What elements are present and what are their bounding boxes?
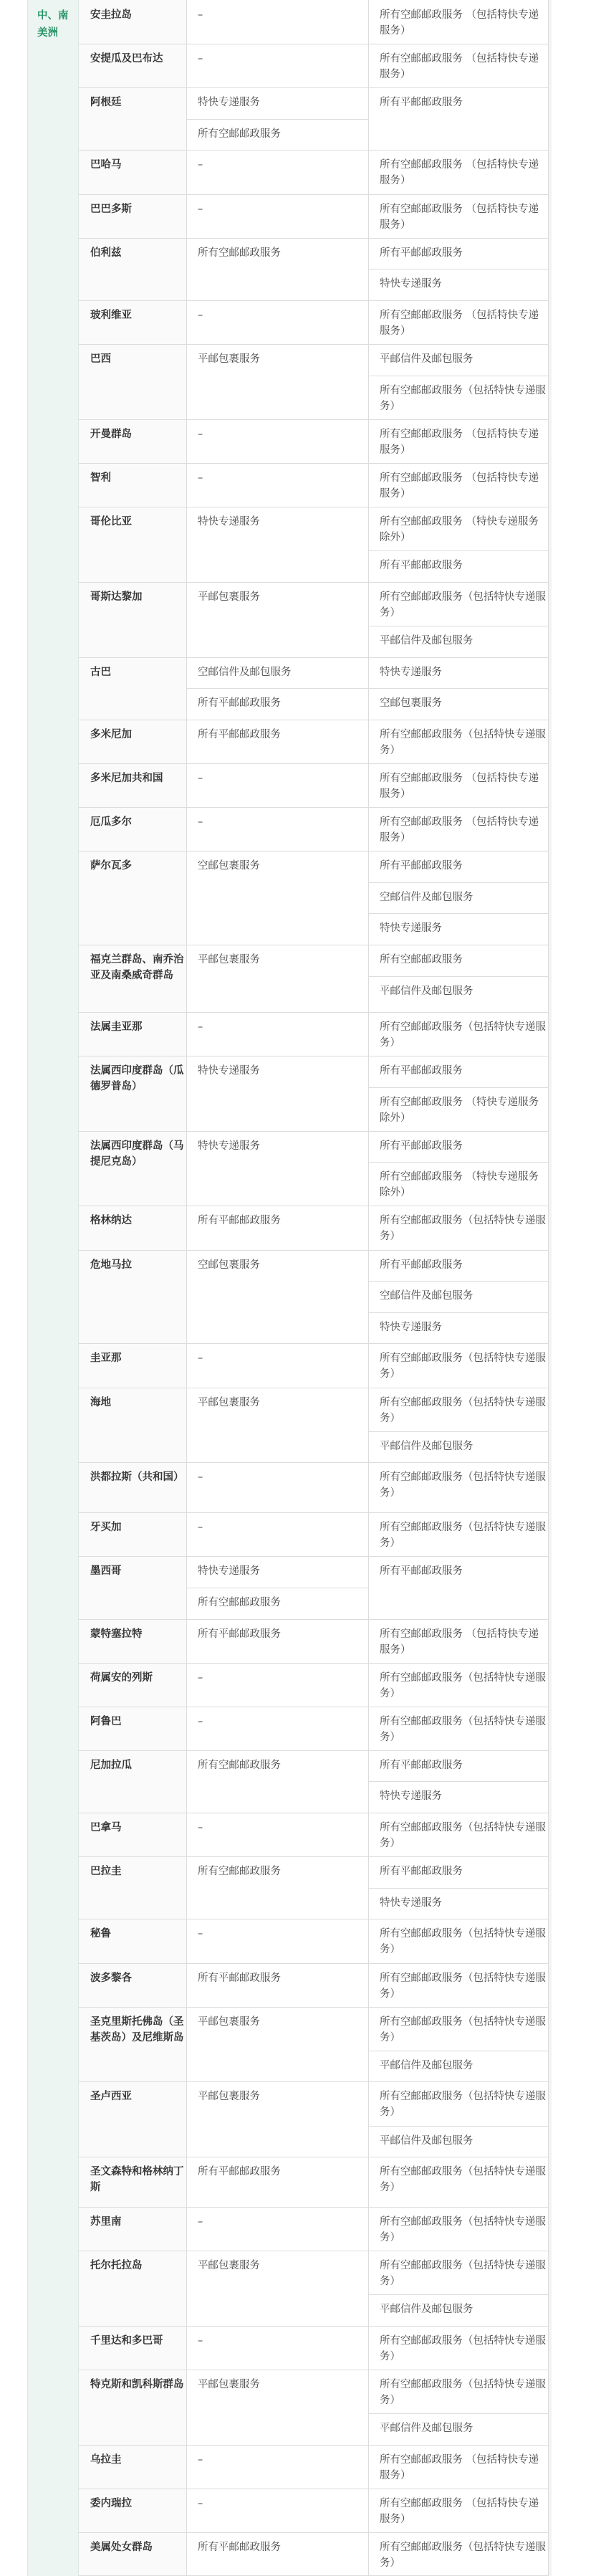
sub-row-divider bbox=[186, 688, 368, 689]
sub-row-divider bbox=[368, 976, 549, 977]
restricted-service: 所有空邮邮政服务 bbox=[198, 1866, 281, 1878]
available-service: 所有平邮邮政服务 bbox=[380, 247, 463, 259]
available-service: 平邮信件及邮包服务 bbox=[380, 353, 473, 366]
restricted-service: – bbox=[198, 2497, 203, 2509]
available-service: 所有空邮邮政服务（包括特快专递服务） bbox=[380, 2016, 546, 2043]
available-service: 所有空邮邮政服务（包括特快专递服务） bbox=[380, 1471, 546, 1499]
restricted-service: 特快专递服务 bbox=[198, 97, 260, 109]
sub-row-divider bbox=[368, 882, 549, 883]
country-name: 福克兰群岛、南乔治亚及南桑威奇群岛 bbox=[90, 954, 184, 982]
available-service: 所有空邮邮政服务 （包括特快专递服务） bbox=[380, 2497, 539, 2525]
row-divider bbox=[79, 300, 548, 301]
restricted-service: 所有空邮邮政服务 bbox=[198, 1596, 281, 1608]
country-name: 巴巴多斯 bbox=[90, 203, 132, 215]
available-service: 平邮信件及邮包服务 bbox=[380, 985, 473, 997]
restricted-service: – bbox=[198, 772, 203, 784]
available-service: 平邮信件及邮包服务 bbox=[380, 2134, 473, 2147]
available-service: 所有平邮邮政服务 bbox=[380, 860, 463, 872]
country-name: 洪都拉斯（共和国） bbox=[90, 1471, 184, 1484]
available-service: 所有空邮邮政服务（包括特快专递服务） bbox=[380, 1671, 546, 1699]
restricted-service: 特快专递服务 bbox=[198, 516, 260, 528]
available-service: 所有空邮邮政服务 （包括特快专递服务） bbox=[380, 816, 539, 844]
restricted-service: – bbox=[198, 1353, 203, 1365]
available-service: 所有空邮邮政服务（包括特快专递服务） bbox=[380, 1021, 546, 1049]
sub-row-divider bbox=[368, 1087, 549, 1088]
restricted-service: – bbox=[198, 428, 203, 440]
restricted-service: – bbox=[198, 1471, 203, 1484]
available-service: 所有空邮邮政服务（包括特快专递服务） bbox=[380, 1928, 546, 1956]
sub-row-divider bbox=[368, 1312, 549, 1313]
row-divider bbox=[79, 1750, 548, 1751]
restricted-service: 所有平邮邮政服务 bbox=[198, 2166, 281, 2178]
sub-row-divider bbox=[368, 1281, 549, 1282]
restricted-service: 空邮信件及邮包服务 bbox=[198, 666, 292, 678]
row-divider bbox=[79, 238, 548, 239]
row-divider bbox=[79, 150, 548, 151]
available-service: 平邮信件及邮包服务 bbox=[380, 1440, 473, 1452]
restricted-service: 特快专递服务 bbox=[198, 1140, 260, 1152]
restricted-service: 平邮包裹服务 bbox=[198, 353, 260, 366]
available-service: 所有空邮邮政服务 （包括特快专递服务） bbox=[380, 203, 539, 231]
sub-row-divider bbox=[368, 2126, 549, 2127]
country-name: 古巴 bbox=[90, 666, 111, 678]
row-divider bbox=[79, 807, 548, 808]
row-divider bbox=[79, 419, 548, 420]
country-name: 巴拉圭 bbox=[90, 1866, 122, 1878]
available-service: 平邮信件及邮包服务 bbox=[380, 2423, 473, 2435]
row-divider bbox=[79, 1250, 548, 1251]
country-name: 阿根廷 bbox=[90, 97, 122, 109]
row-divider bbox=[79, 1963, 548, 1964]
country-name: 萨尔瓦多 bbox=[90, 860, 132, 872]
available-service: 所有空邮邮政服务（包括特快专递服务） bbox=[380, 384, 546, 412]
restricted-service: – bbox=[198, 2334, 203, 2347]
service-table bbox=[79, 0, 549, 2576]
available-service: 所有平邮邮政服务 bbox=[380, 1064, 463, 1077]
country-name: 波多黎各 bbox=[90, 1972, 132, 1984]
country-name: 墨西哥 bbox=[90, 1565, 122, 1578]
available-service: 所有空邮邮政服务（包括特快专递服务） bbox=[380, 2091, 546, 2119]
country-name: 伯利兹 bbox=[90, 247, 122, 259]
country-name: 智利 bbox=[90, 472, 111, 484]
restricted-service: 所有空邮邮政服务 bbox=[198, 1759, 281, 1771]
restricted-service: 特快专递服务 bbox=[198, 1565, 260, 1578]
right-gutter bbox=[549, 0, 552, 2576]
country-name: 厄瓜多尔 bbox=[90, 816, 132, 828]
row-divider bbox=[79, 344, 548, 345]
available-service: 平邮信件及邮包服务 bbox=[380, 2059, 473, 2071]
available-service: 所有空邮邮政服务 （特快专递服务除外） bbox=[380, 1171, 539, 1199]
restricted-service: 所有平邮邮政服务 bbox=[198, 1972, 281, 1984]
region-cell bbox=[27, 0, 79, 2576]
country-name: 巴哈马 bbox=[90, 159, 122, 171]
country-name: 法属西印度群岛（瓜德罗普岛） bbox=[90, 1064, 184, 1092]
restricted-service: – bbox=[198, 2216, 203, 2228]
restricted-service: 特快专递服务 bbox=[198, 1064, 260, 1077]
available-service: 所有平邮邮政服务 bbox=[380, 97, 463, 109]
available-service: 所有空邮邮政服务（包括特快专递服务） bbox=[380, 1396, 546, 1424]
row-divider bbox=[79, 87, 548, 88]
available-service: 平邮信件及邮包服务 bbox=[380, 634, 473, 647]
row-divider bbox=[79, 2326, 548, 2327]
available-service: 所有平邮邮政服务 bbox=[380, 1565, 463, 1578]
restricted-service: 空邮包裹服务 bbox=[198, 1259, 260, 1271]
restricted-service: – bbox=[198, 1822, 203, 1834]
row-divider bbox=[79, 1856, 548, 1857]
restricted-service: – bbox=[198, 1522, 203, 1534]
available-service: 所有空邮邮政服务（包括特快专递服务） bbox=[380, 2541, 546, 2569]
row-divider bbox=[79, 194, 548, 195]
country-name: 安圭拉岛 bbox=[90, 9, 132, 21]
country-name: 巴拿马 bbox=[90, 1822, 122, 1834]
available-service: 特快专递服务 bbox=[380, 666, 442, 678]
available-service: 所有空邮邮政服务 （包括特快专递服务） bbox=[380, 159, 539, 187]
available-service: 特快专递服务 bbox=[380, 922, 442, 935]
row-divider bbox=[79, 1512, 548, 1513]
sub-row-divider bbox=[368, 1162, 549, 1163]
sub-row-divider bbox=[368, 550, 549, 551]
sub-row-divider bbox=[368, 688, 549, 689]
available-service: 所有空邮邮政服务（包括特快专递服务） bbox=[380, 1822, 546, 1850]
country-name: 委内瑞拉 bbox=[90, 2497, 132, 2509]
country-name: 苏里南 bbox=[90, 2216, 122, 2228]
country-name: 多米尼加共和国 bbox=[90, 772, 163, 784]
restricted-service: 平邮包裹服务 bbox=[198, 591, 260, 603]
available-service: 所有空邮邮政服务（包括特快专递服务） bbox=[380, 1972, 546, 2000]
restricted-service: – bbox=[198, 1671, 203, 1684]
restricted-service: 所有平邮邮政服务 bbox=[198, 697, 281, 710]
restricted-service: – bbox=[198, 53, 203, 65]
available-service: 所有空邮邮政服务（包括特快专递服务） bbox=[380, 1522, 546, 1550]
sub-row-divider bbox=[368, 2413, 549, 2414]
restricted-service: – bbox=[198, 1928, 203, 1940]
column-divider bbox=[186, 0, 187, 2576]
row-divider bbox=[79, 463, 548, 464]
country-name: 尼加拉瓜 bbox=[90, 1759, 132, 1771]
row-divider bbox=[79, 1343, 548, 1344]
available-service: 所有空邮邮政服务 （包括特快专递服务） bbox=[380, 309, 539, 337]
row-divider bbox=[79, 2207, 548, 2208]
country-name: 法属圭亚那 bbox=[90, 1021, 143, 1033]
country-name: 阿鲁巴 bbox=[90, 1715, 122, 1727]
country-name: 玻利维亚 bbox=[90, 309, 132, 321]
available-service: 所有空邮邮政服务（包括特快专递服务） bbox=[380, 2166, 546, 2194]
sub-row-divider bbox=[368, 1431, 549, 1432]
available-service: 特快专递服务 bbox=[380, 278, 442, 290]
available-service: 所有空邮邮政服务 （特快专递服务除外） bbox=[380, 516, 539, 544]
restricted-service: – bbox=[198, 472, 203, 484]
available-service: 空邮包裹服务 bbox=[380, 697, 442, 710]
restricted-service: 所有平邮邮政服务 bbox=[198, 728, 281, 740]
country-name: 托尔托拉岛 bbox=[90, 2260, 143, 2272]
sub-row-divider bbox=[368, 913, 549, 914]
restricted-service: – bbox=[198, 1021, 203, 1033]
restricted-service: – bbox=[198, 1715, 203, 1727]
available-service: 特快专递服务 bbox=[380, 1321, 442, 1333]
country-name: 巴西 bbox=[90, 353, 111, 366]
row-divider bbox=[79, 2532, 548, 2533]
available-service: 所有空邮邮政服务 （包括特快专递服务） bbox=[380, 9, 539, 37]
restricted-service: 平邮包裹服务 bbox=[198, 954, 260, 966]
country-name: 危地马拉 bbox=[90, 1259, 132, 1271]
restricted-service: – bbox=[198, 159, 203, 171]
region-label: 中、南美洲 bbox=[37, 10, 69, 39]
restricted-service: 所有平邮邮政服务 bbox=[198, 1628, 281, 1640]
row-divider bbox=[79, 1619, 548, 1620]
restricted-service: 所有平邮邮政服务 bbox=[198, 2541, 281, 2553]
row-divider bbox=[79, 1556, 548, 1557]
restricted-service: 所有空邮邮政服务 bbox=[198, 247, 281, 259]
country-name: 荷属安的列斯 bbox=[90, 1671, 153, 1684]
available-service: 所有空邮邮政服务（包括特快专递服务） bbox=[380, 728, 546, 756]
restricted-service: – bbox=[198, 816, 203, 828]
country-name: 牙买加 bbox=[90, 1522, 122, 1534]
country-name: 美属处女群岛 bbox=[90, 2541, 153, 2553]
available-service: 所有空邮邮政服务 （包括特快专递服务） bbox=[380, 1628, 539, 1656]
country-name: 格林纳达 bbox=[90, 1215, 132, 1227]
available-service: 所有空邮邮政服务（包括特快专递服务） bbox=[380, 1715, 546, 1743]
row-divider bbox=[79, 763, 548, 764]
sub-row-divider bbox=[368, 1781, 549, 1782]
available-service: 所有空邮邮政服务 （包括特快专递服务） bbox=[380, 53, 539, 81]
country-name: 圣卢西亚 bbox=[90, 2091, 132, 2103]
available-service: 所有平邮邮政服务 bbox=[380, 1759, 463, 1771]
row-divider bbox=[79, 2007, 548, 2008]
available-service: 所有空邮邮政服务（包括特快专递服务） bbox=[380, 2334, 546, 2362]
country-name: 蒙特塞拉特 bbox=[90, 1628, 143, 1640]
available-service: 平邮信件及邮包服务 bbox=[380, 2304, 473, 2316]
restricted-service: 平邮包裹服务 bbox=[198, 2260, 260, 2272]
country-name: 法属西印度群岛（马提尼克岛） bbox=[90, 1140, 184, 1168]
available-service: 特快专递服务 bbox=[380, 1790, 442, 1803]
country-name: 圭亚那 bbox=[90, 1353, 122, 1365]
row-divider bbox=[79, 657, 548, 658]
country-name: 海地 bbox=[90, 1396, 111, 1408]
sub-row-divider bbox=[186, 119, 368, 120]
restricted-service: – bbox=[198, 203, 203, 215]
row-divider bbox=[79, 582, 548, 583]
available-service: 所有空邮邮政服务（包括特快专递服务） bbox=[380, 1215, 546, 1243]
row-divider bbox=[79, 2081, 548, 2082]
restricted-service: 平邮包裹服务 bbox=[198, 2016, 260, 2028]
country-name: 多米尼加 bbox=[90, 728, 132, 740]
restricted-service: 平邮包裹服务 bbox=[198, 2378, 260, 2390]
available-service: 所有平邮邮政服务 bbox=[380, 1259, 463, 1271]
available-service: 所有空邮邮政服务（包括特快专递服务） bbox=[380, 2216, 546, 2243]
column-divider bbox=[368, 0, 369, 2576]
restricted-service: – bbox=[198, 9, 203, 21]
row-divider bbox=[79, 1131, 548, 1132]
available-service: 所有空邮邮政服务 （特快专递服务除外） bbox=[380, 1096, 539, 1124]
row-divider bbox=[79, 2445, 548, 2446]
country-name: 圣文森特和格林纳丁斯 bbox=[90, 2166, 184, 2194]
available-service: 所有平邮邮政服务 bbox=[380, 560, 463, 572]
available-service: 所有空邮邮政服务 （包括特快专递服务） bbox=[380, 2453, 539, 2481]
available-service: 空邮信件及邮包服务 bbox=[380, 1290, 473, 1302]
country-name: 圣克里斯托佛岛（圣基茨岛）及尼维斯岛 bbox=[90, 2016, 184, 2043]
available-service: 所有空邮邮政服务（包括特快专递服务） bbox=[380, 591, 546, 619]
restricted-service: 空邮包裹服务 bbox=[198, 860, 260, 872]
available-service: 所有空邮邮政服务（包括特快专递服务） bbox=[380, 2260, 546, 2288]
sub-row-divider bbox=[368, 1888, 549, 1889]
available-service: 空邮信件及邮包服务 bbox=[380, 891, 473, 903]
restricted-service: – bbox=[198, 2453, 203, 2466]
restricted-service: 平邮包裹服务 bbox=[198, 2091, 260, 2103]
available-service: 所有平邮邮政服务 bbox=[380, 1866, 463, 1878]
country-name: 特克斯和凯科斯群岛 bbox=[90, 2378, 184, 2390]
country-name: 秘鲁 bbox=[90, 1928, 111, 1940]
available-service: 所有空邮邮政服务 （包括特快专递服务） bbox=[380, 428, 539, 456]
row-divider bbox=[79, 1663, 548, 1664]
available-service: 所有平邮邮政服务 bbox=[380, 1140, 463, 1152]
available-service: 特快专递服务 bbox=[380, 1897, 442, 1909]
restricted-service: 所有平邮邮政服务 bbox=[198, 1215, 281, 1227]
sub-row-divider bbox=[368, 2294, 549, 2295]
available-service: 所有空邮邮政服务 （包括特快专递服务） bbox=[380, 772, 539, 800]
available-service: 所有空邮邮政服务 （包括特快专递服务） bbox=[380, 472, 539, 500]
country-name: 开曼群岛 bbox=[90, 428, 132, 440]
available-service: 所有空邮邮政服务（包括特快专递服务） bbox=[380, 1353, 546, 1380]
country-name: 哥斯达黎加 bbox=[90, 591, 143, 603]
country-name: 哥伦比亚 bbox=[90, 516, 132, 528]
country-name: 乌拉圭 bbox=[90, 2453, 122, 2466]
available-service: 所有空邮邮政服务（包括特快专递服务） bbox=[380, 2378, 546, 2406]
available-service: 所有空邮邮政服务 bbox=[380, 954, 463, 966]
restricted-service: 平邮包裹服务 bbox=[198, 1396, 260, 1408]
country-name: 安提瓜及巴布达 bbox=[90, 53, 163, 65]
restricted-service: – bbox=[198, 309, 203, 321]
row-divider bbox=[79, 1462, 548, 1463]
row-divider bbox=[79, 1012, 548, 1013]
restricted-service: 所有空邮邮政服务 bbox=[198, 128, 281, 140]
country-name: 千里达和多巴哥 bbox=[90, 2334, 163, 2347]
